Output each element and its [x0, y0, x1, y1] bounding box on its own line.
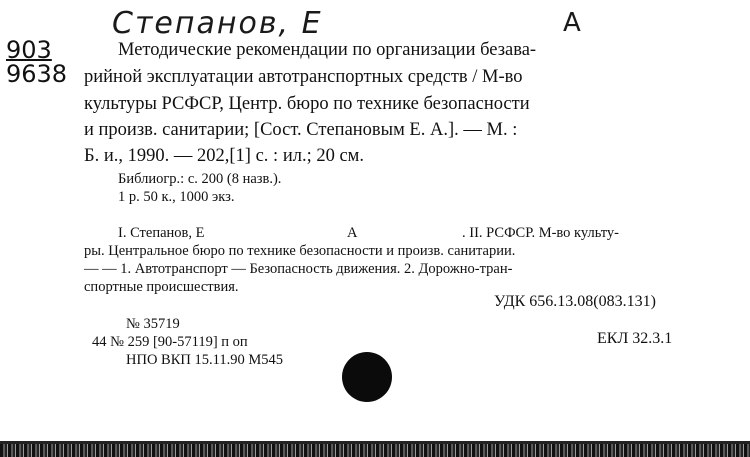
- title-line-2: рийной эксплуатации автотранспортных средств / М-во: [84, 67, 523, 87]
- punch-hole: [342, 352, 392, 402]
- tracing-line-1-left: I. Степанов, Е: [118, 225, 205, 241]
- call-number: [6, 38, 67, 86]
- title-line-3: культуры РСФСР, Центр. бюро по технике безопасности: [84, 94, 530, 114]
- udk-index: УДК 656.13.08(083.131): [494, 293, 656, 310]
- note-price-print-run: 1 р. 50 к., 1000 экз.: [118, 189, 235, 205]
- title-line-1: Методические рекомендации по организации безава-: [118, 40, 537, 60]
- tracing-line-3: — — 1. Автотранспорт — Безопасность движения. 2. Дорожно-тран-: [84, 261, 513, 277]
- tracing-line-1-middle: А: [347, 225, 358, 241]
- call-number-bottom: 9638: [6, 60, 68, 88]
- tracing-line-2: ры. Центральное бюро по технике безопасности и произв. санитарии.: [84, 243, 516, 259]
- tracing-line-4: спортные происшествия.: [84, 279, 239, 295]
- card-bottom-edge: [0, 441, 750, 457]
- accession-number: № 35719: [126, 316, 180, 332]
- handwritten-corner-letter: А: [563, 8, 581, 38]
- note-bibliography: Библиогр.: с. 200 (8 назв.).: [118, 171, 282, 187]
- title-line-5: Б. и., 1990. — 202,[1] с. : ил.; 20 см.: [84, 146, 365, 166]
- call-number-top: 903: [6, 36, 52, 64]
- handwritten-author: Степанов, Е: [112, 6, 323, 41]
- bbk-index: ЕКЛ 32.3.1: [597, 330, 673, 347]
- tracing-line-1-right: . II. РСФСР. М-во культу-: [462, 225, 620, 241]
- title-line-4: и произв. санитарии; [Сост. Степановым Е. А.]. — М. :: [84, 120, 518, 140]
- npo-line: НПО ВКП 15.11.90 М545: [126, 352, 283, 368]
- registry-number: 44 № 259 [90-57119] п оп: [92, 334, 248, 350]
